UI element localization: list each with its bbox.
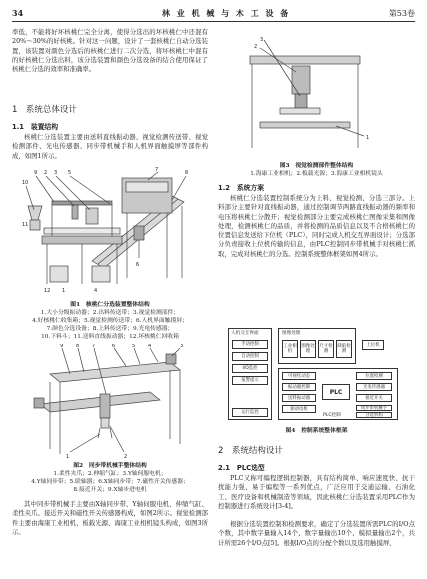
figure-3-drawing: [240, 36, 380, 156]
page-number: 34: [12, 8, 24, 18]
figure-2-drawing: [30, 344, 190, 460]
figure-4-caption: 图4 控制系统整体框架: [285, 428, 348, 434]
vision-defect-detection: 缺陷检测: [336, 340, 352, 358]
figure-1-caption-line-4: 10.下料斗；11.送料直线振动器；12.坏核桃仁回收箱: [41, 334, 179, 340]
svg-text:6: 6: [112, 344, 116, 349]
left-device-motor: 驱动电机: [282, 405, 316, 413]
svg-text:5: 5: [68, 170, 72, 176]
paragraph-2-1: PLC又称可编程逻辑控制器，具有结构简单、响应速度快、抗干扰能力强、易于编程等一系列优点，广泛应用于交通运输、石油化工、医疗设备和机械制造等领域，因此核桃仁分选装置采用PLC作为控制器进行系统设计[3-4]。: [218, 474, 415, 510]
section-1-heading: 1 系统总体设计: [12, 105, 77, 115]
page-header: [12, 7, 415, 21]
svg-text:4: 4: [148, 344, 152, 349]
bottom-device-sorter: 分选机构: [356, 412, 392, 418]
svg-text:2: 2: [124, 454, 128, 460]
svg-text:9: 9: [34, 170, 38, 176]
svg-text:3: 3: [54, 170, 58, 176]
figure-1-drawing: [22, 166, 202, 298]
hmi-io-monitor: I/O监控: [232, 364, 268, 373]
upper-computer: 上位机: [362, 340, 384, 350]
svg-text:1: 1: [62, 288, 66, 294]
right-device-proximity: 接近开关: [356, 394, 392, 402]
plc-box: PLC: [322, 384, 350, 400]
figure-1-caption: [12, 301, 208, 341]
figure-3-vision-inspection-part: [240, 36, 380, 156]
hmi-running-monitor: 运行监控: [232, 408, 268, 417]
figure-1-caption-line-3: 7.颜色分选设备；8.上料传送带；9.光电传感器；: [46, 326, 174, 332]
figure-3-caption: [218, 162, 415, 178]
left-device-vibrator-control: 振动器控制: [282, 383, 316, 391]
svg-text:7: 7: [155, 167, 159, 173]
svg-text:6: 6: [136, 262, 140, 268]
paragraph-1-1-continued: 其中同步带机械手主要由X轴同步带、Y轴伺服电机、伸缩气缸、柔性夹爪、接近开关和磁性开关传感器构成，如图2所示。视觉检测部件主要由海康工业相机、板载光源、海康工业相机镜头构成，如图3所示。: [12, 500, 208, 536]
subsection-1-1-heading: 1.1 装置结构: [12, 123, 59, 131]
paragraph-2-1-continued: 根据分选装置控制和检测要求，确定了分选装置所需PLC的I/O点个数，其中数字量输入14个、数字量输出10个、模拟量输出2个，共计所需26个I/O点[5]。根据I/O点的分配个数以及选用触摸屏、: [218, 520, 415, 547]
svg-text:4: 4: [94, 288, 98, 294]
figure-4-control-framework: [228, 328, 408, 422]
volume-label: 第53卷: [388, 9, 415, 18]
vision-image-processing: 图像处理: [300, 340, 316, 358]
hmi-manual-control: 手动控制: [232, 340, 268, 349]
right-device-photoelectric: 光电传感器: [356, 383, 392, 391]
left-device-visualization: 可视化动态: [282, 372, 316, 380]
section-2-heading: 2 系统结构设计: [218, 446, 283, 456]
paragraph-1-2: 核桃仁分选装置控制系统分为上料、视觉检测、分选三部分。上料部分主要针对直线振动器，通过控制调节两路直线振动器的频率和电压将核桃仁分散开；视觉检测部分主要完成核桃仁图像采集和图像处理，检测核桃仁的品质，并将检测的品质信息以及不合格核桃仁的位置信息发送给下位机（PLC），同时完成人机交互界面设计；分选部分负责接收上位机传输的信息，由PLC控制同步带机械手对核桃仁抓取，完成对核桃仁的分选。控制系统整体框架如图4所示。: [218, 194, 415, 258]
figure-2-caption-title: 图2 同步带机械手整体结构: [73, 463, 147, 469]
subsection-1-2-heading: 1.2 系统方案: [218, 184, 265, 192]
svg-text:12: 12: [44, 288, 51, 294]
svg-text:3: 3: [180, 344, 184, 349]
figure-1-caption-title: 图1 核桃仁分选装置整体结构: [70, 302, 150, 308]
header-rule: [12, 21, 415, 22]
figure-1-sorting-device: [22, 166, 202, 298]
hmi-alarm: 报警提示: [232, 376, 268, 385]
right-device-position: 位置检测: [356, 372, 392, 380]
svg-text:7: 7: [92, 344, 96, 349]
figure-1-caption-line-2: 4.好核桃仁收集箱；5.视觉检测传送带；6.人机界面触摸屏；: [32, 318, 188, 324]
svg-text:1: 1: [366, 135, 370, 141]
hmi-auto-control: 自动控制: [232, 352, 268, 361]
svg-text:2: 2: [254, 44, 258, 50]
subsection-2-1-heading: 2.1 PLC选型: [218, 464, 265, 472]
journal-title: 林 业 机 械 与 木 工 设 备: [162, 8, 291, 18]
figure-2-caption-line-2: 4.Y轴同步带；5.联轴器；6.X轴同步带；7.磁性开关传感器；: [31, 479, 189, 485]
vision-camera: 工业相机: [282, 340, 298, 358]
intro-paragraph: 率低，不能将好坏核桃仁完全分离，使得分选出的坏核桃仁中还混有20%～30%的好核桃。针对这一问题，设计了一套核桃仁自动分选装置，该装置对颜色分选后的核桃仁进行二次分选，将坏核桃仁中混有的好核桃仁分选出料，该分选装置和颜色分选设备的结合使用保证了核桃仁分选的效率和准确率。: [12, 28, 208, 74]
svg-text:10: 10: [22, 180, 29, 186]
figure-2-caption-line-1: 1.柔性夹爪；2.伸缩气缸；3.Y轴伺服电机；: [53, 471, 167, 477]
hmi-title: 人机交互界面: [231, 331, 259, 336]
svg-text:8: 8: [76, 344, 80, 349]
left-device-feeder: 送料振动器: [282, 394, 316, 402]
svg-text:1: 1: [66, 454, 70, 460]
figure-2-timing-belt-manipulator: [30, 344, 190, 460]
svg-text:5: 5: [132, 344, 136, 349]
vision-size-detection: 尺寸检测: [318, 340, 334, 358]
svg-text:8: 8: [185, 170, 189, 176]
figure-2-caption-line-3: 8.接近开关；9.X轴步进电机: [73, 487, 147, 493]
svg-text:11: 11: [22, 222, 29, 228]
svg-text:3: 3: [260, 37, 264, 43]
figure-2-caption: [12, 462, 208, 494]
plc-frame-label: PLC控制: [323, 413, 341, 418]
svg-text:2: 2: [44, 170, 48, 176]
vision-title: 图像处理: [282, 331, 301, 336]
paragraph-1-1: 核桃仁分选装置主要由送料直线振动器、视觉检测传送带、视觉检测部件、光电传感器、同步带机械手和人机界面触摸屏等部件构成，如图1所示。: [12, 133, 208, 160]
figure-3-caption-line-1: 1.海康工业相机；2.板载光源；3.海康工业相机镜头: [250, 171, 383, 177]
svg-text:9: 9: [60, 344, 64, 349]
figure-3-caption-title: 图3 视觉检测部件整体结构: [279, 163, 354, 169]
figure-1-caption-line-1: 1.大小分级振动器；2.出料传送带；3.视觉检测部件；: [40, 310, 180, 316]
bottom-device-manipulator: 同步带机械手: [356, 405, 392, 411]
